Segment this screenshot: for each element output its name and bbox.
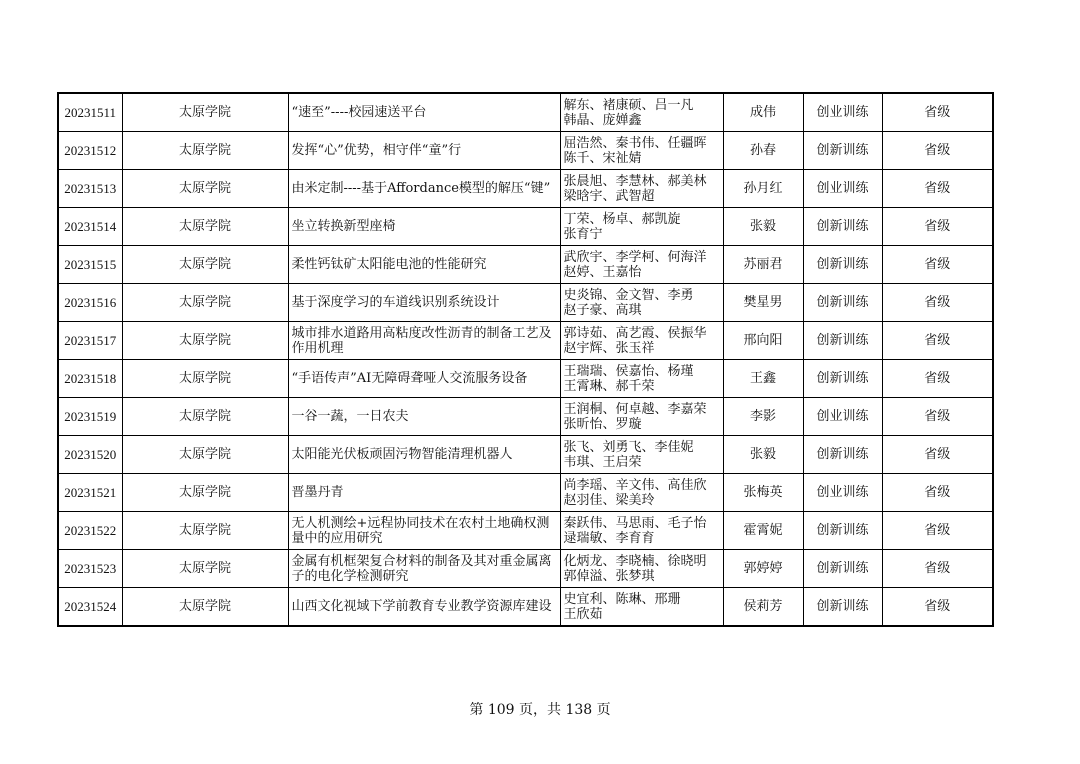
project-title-cell: 由米定制----基于Affordance模型的解压“键”: [288, 170, 560, 208]
advisor-cell: 王鑫: [723, 360, 803, 398]
member-names-line: 张昕怡、罗璇: [563, 416, 642, 432]
member-names-line: 秦跃伟、马思雨、毛子怡: [563, 515, 707, 531]
project-type-cell: 创新训练: [803, 550, 882, 588]
school-cell: 太原学院: [122, 322, 288, 360]
table-row: [58, 474, 993, 512]
school-cell: 太原学院: [122, 550, 288, 588]
project-id-cell: 20231516: [58, 284, 122, 322]
member-names-line: 赵子豪、高琪: [563, 302, 642, 318]
project-type-cell: 创新训练: [803, 322, 882, 360]
project-level-cell: 省级: [882, 93, 993, 132]
advisor-cell: 邢向阳: [723, 322, 803, 360]
project-id-cell: 20231519: [58, 398, 122, 436]
project-id-cell: 20231512: [58, 132, 122, 170]
table-row: [58, 284, 993, 322]
project-type-cell: 创新训练: [803, 208, 882, 246]
project-level-cell: 省级: [882, 474, 993, 512]
member-names-line: 郭倬溢、张梦琪: [563, 568, 655, 584]
advisor-cell: 张毅: [723, 436, 803, 474]
project-id-cell: 20231521: [58, 474, 122, 512]
project-level-cell: 省级: [882, 284, 993, 322]
member-names-line: 王霄琳、郝千荣: [563, 378, 655, 394]
members-cell: [560, 93, 723, 132]
school-cell: 太原学院: [122, 170, 288, 208]
member-names-line: 张育宁: [563, 226, 603, 242]
members-cell: [560, 208, 723, 246]
member-names-line: 韩晶、庞婵鑫: [563, 112, 642, 128]
project-level-cell: 省级: [882, 246, 993, 284]
project-id-cell: 20231514: [58, 208, 122, 246]
project-type-cell: 创业训练: [803, 170, 882, 208]
school-cell: 太原学院: [122, 132, 288, 170]
project-id-cell: 20231517: [58, 322, 122, 360]
member-names-line: 王欣茹: [563, 606, 603, 622]
school-cell: 太原学院: [122, 398, 288, 436]
school-cell: 太原学院: [122, 474, 288, 512]
advisor-cell: 张毅: [723, 208, 803, 246]
table-row: [58, 512, 993, 550]
members-cell: [560, 512, 723, 550]
school-cell: 太原学院: [122, 208, 288, 246]
member-names-line: 逯瑞敏、李育育: [563, 530, 655, 546]
advisor-cell: 李影: [723, 398, 803, 436]
advisor-cell: 苏丽君: [723, 246, 803, 284]
members-cell: [560, 170, 723, 208]
members-cell: [560, 588, 723, 627]
project-id-cell: 20231513: [58, 170, 122, 208]
project-type-cell: 创业训练: [803, 93, 882, 132]
project-title-cell: 柔性钙钛矿太阳能电池的性能研究: [288, 246, 560, 284]
members-cell: [560, 360, 723, 398]
member-names-line: 陈千、宋祉婧: [563, 150, 642, 166]
project-title-cell: 无人机测绘+远程协同技术在农村土地确权测量中的应用研究: [288, 512, 560, 550]
member-names-line: 武欣宇、李学柯、何海洋: [563, 249, 707, 265]
advisor-cell: 张梅英: [723, 474, 803, 512]
project-type-cell: 创新训练: [803, 284, 882, 322]
project-title-cell: 一谷一蔬，一日农夫: [288, 398, 560, 436]
project-type-cell: 创业训练: [803, 474, 882, 512]
member-names-line: 张飞、刘勇飞、李佳妮: [563, 439, 694, 455]
project-id-cell: 20231511: [58, 93, 122, 132]
project-level-cell: 省级: [882, 588, 993, 627]
project-type-cell: 创新训练: [803, 246, 882, 284]
page-number-text: 第 109 页，共 138 页: [469, 702, 611, 718]
project-title-cell: “速至”----校园速送平台: [288, 93, 560, 132]
project-level-cell: 省级: [882, 132, 993, 170]
member-names-line: 赵婷、王嘉怡: [563, 264, 642, 280]
project-title-cell: 发挥“心”优势，相守伴“童”行: [288, 132, 560, 170]
table-row: [58, 588, 993, 627]
project-title-cell: 基于深度学习的车道线识别系统设计: [288, 284, 560, 322]
members-cell: [560, 322, 723, 360]
member-names-line: 化炳龙、李晓楠、徐晓明: [563, 553, 707, 569]
project-level-cell: 省级: [882, 208, 993, 246]
school-cell: 太原学院: [122, 512, 288, 550]
project-id-cell: 20231518: [58, 360, 122, 398]
school-cell: 太原学院: [122, 360, 288, 398]
school-cell: 太原学院: [122, 246, 288, 284]
member-names-line: 赵羽佳、梁美玲: [563, 492, 655, 508]
table-row: [58, 208, 993, 246]
project-type-cell: 创新训练: [803, 512, 882, 550]
member-names-line: 史宜利、陈琳、邢珊: [563, 591, 681, 607]
project-title-cell: 晋墨丹青: [288, 474, 560, 512]
project-id-cell: 20231524: [58, 588, 122, 627]
project-type-cell: 创新训练: [803, 588, 882, 627]
project-type-cell: 创新训练: [803, 436, 882, 474]
member-names-line: 史炎锦、金文智、李勇: [563, 287, 694, 303]
project-title-cell: 城市排水道路用高粘度改性沥青的制备工艺及作用机理: [288, 322, 560, 360]
project-level-cell: 省级: [882, 436, 993, 474]
table-row: [58, 398, 993, 436]
table-row: [58, 246, 993, 284]
member-names-line: 丁荣、杨卓、郝凯旋: [563, 211, 681, 227]
members-cell: [560, 550, 723, 588]
advisor-cell: 郭婷婷: [723, 550, 803, 588]
member-names-line: 王润桐、何卓越、李嘉荣: [563, 401, 707, 417]
project-level-cell: 省级: [882, 170, 993, 208]
table-body: [58, 93, 993, 626]
member-names-line: 屈浩然、秦书伟、任疆晖: [563, 135, 707, 151]
project-level-cell: 省级: [882, 322, 993, 360]
member-names-line: 梁晗宇、武智超: [563, 188, 655, 204]
project-id-cell: 20231523: [58, 550, 122, 588]
project-level-cell: 省级: [882, 550, 993, 588]
project-level-cell: 省级: [882, 360, 993, 398]
members-cell: [560, 474, 723, 512]
project-table: [57, 92, 994, 627]
members-cell: [560, 436, 723, 474]
project-title-cell: 太阳能光伏板顽固污物智能清理机器人: [288, 436, 560, 474]
advisor-cell: 樊星男: [723, 284, 803, 322]
project-type-cell: 创新训练: [803, 360, 882, 398]
table-row: [58, 93, 993, 132]
project-title-cell: 金属有机框架复合材料的制备及其对重金属离子的电化学检测研究: [288, 550, 560, 588]
project-type-cell: 创业训练: [803, 398, 882, 436]
advisor-cell: 成伟: [723, 93, 803, 132]
page-footer: [0, 699, 1080, 719]
table-row: [58, 170, 993, 208]
project-type-cell: 创新训练: [803, 132, 882, 170]
advisor-cell: 孙春: [723, 132, 803, 170]
member-names-line: 张晨旭、李慧林、郝美林: [563, 173, 707, 189]
table-row: [58, 132, 993, 170]
member-names-line: 解东、褚康硕、吕一凡: [563, 97, 694, 113]
member-names-line: 韦琪、王启荣: [563, 454, 642, 470]
table-row: [58, 322, 993, 360]
members-cell: [560, 398, 723, 436]
members-cell: [560, 284, 723, 322]
school-cell: 太原学院: [122, 93, 288, 132]
member-names-line: 王瑞瑞、侯嘉怡、杨瑾: [563, 363, 694, 379]
member-names-line: 赵宇辉、张玉祥: [563, 340, 655, 356]
project-title-cell: 山西文化视域下学前教育专业教学资源库建设: [288, 588, 560, 627]
project-id-cell: 20231515: [58, 246, 122, 284]
member-names-line: 尚李瑶、辛文伟、高佳欣: [563, 477, 707, 493]
advisor-cell: 侯莉芳: [723, 588, 803, 627]
table-row: [58, 360, 993, 398]
members-cell: [560, 246, 723, 284]
project-title-cell: 坐立转换新型座椅: [288, 208, 560, 246]
advisor-cell: 孙月红: [723, 170, 803, 208]
project-level-cell: 省级: [882, 398, 993, 436]
members-cell: [560, 132, 723, 170]
project-id-cell: 20231522: [58, 512, 122, 550]
project-id-cell: 20231520: [58, 436, 122, 474]
project-level-cell: 省级: [882, 512, 993, 550]
table-row: [58, 550, 993, 588]
member-names-line: 郭诗茹、高艺霞、侯振华: [563, 325, 707, 341]
table-row: [58, 436, 993, 474]
school-cell: 太原学院: [122, 284, 288, 322]
school-cell: 太原学院: [122, 588, 288, 627]
advisor-cell: 霍霄妮: [723, 512, 803, 550]
school-cell: 太原学院: [122, 436, 288, 474]
project-title-cell: “手语传声”AI无障碍聋哑人交流服务设备: [288, 360, 560, 398]
